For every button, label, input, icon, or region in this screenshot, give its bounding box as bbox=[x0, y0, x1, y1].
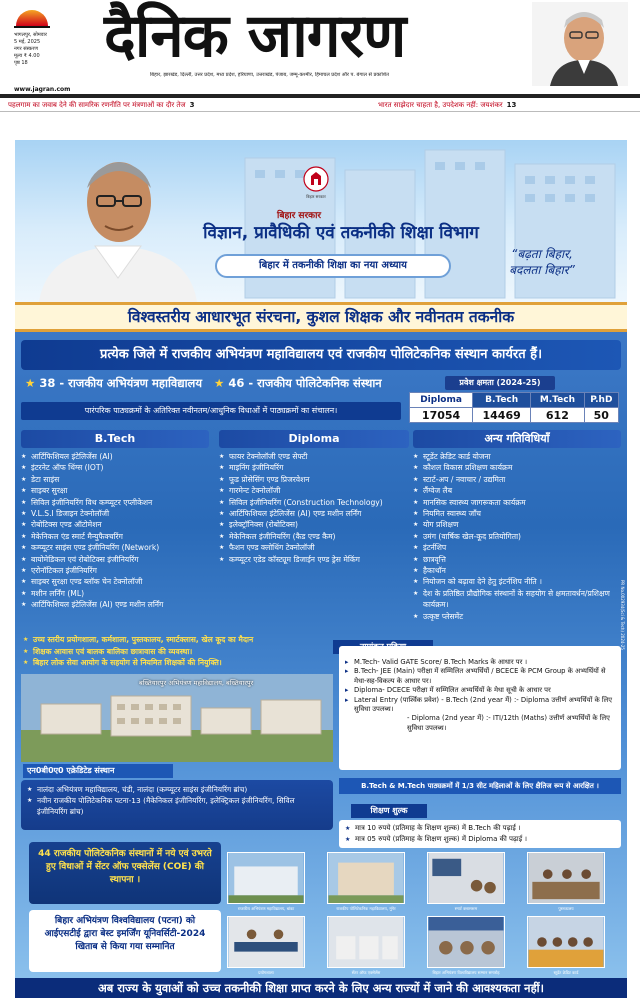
gallery-photo bbox=[327, 852, 405, 904]
intake-header-row bbox=[410, 393, 619, 408]
list-item: ★ नालंदा अभियंत्रण महाविद्यालय, चंडी, नालंदा (कम्प्यूटर साइंस इंजीनियरिंग ब्रांच) bbox=[27, 784, 327, 795]
list-item: ★ उच्च स्तरीय प्रयोगशाला, कर्मशाला, पुस्तकालय, स्मार्टक्लास, खेल कूद का मैदान bbox=[23, 634, 363, 646]
gallery-photo-caption: प्रयोगशाला bbox=[258, 970, 274, 975]
list-item: ★ माइनिंग इंजीनियरिंग bbox=[219, 462, 409, 473]
list-item: ★ लैंग्वेज लैब bbox=[413, 485, 621, 496]
gallery-photo-caption: स्टूडेंट क्रेडिट कार्ड bbox=[553, 970, 579, 975]
list-item: ★ इलेक्ट्रॉनिक्स (रोबोटिक्स) bbox=[219, 519, 409, 530]
nba-title: एन0बी0ए0 एक्रेडिटेड संस्थान bbox=[23, 764, 173, 778]
campus-aerial-photo bbox=[21, 674, 333, 762]
columnist-portrait bbox=[532, 2, 628, 86]
diploma-column bbox=[219, 430, 409, 565]
gallery-photo-caption: राजकीय अभियंत्रण महाविद्यालय, बांका bbox=[237, 906, 295, 911]
edition-line: पृष्ठ 18 bbox=[14, 60, 28, 66]
top-story-right[interactable] bbox=[378, 98, 516, 112]
bottom-banner-text: अब राज्य के युवाओं को उच्च तकनीकी शिक्षा प्राप्त करने के लिए अन्य राज्यों में जाने की आवश्यकता नहीं। bbox=[97, 981, 545, 995]
diploma-course-list bbox=[219, 451, 409, 565]
list-item: ★ बिहार लोक सेवा आयोग के सहयोग से नियमित शिक्षकों की नियुक्ति। bbox=[23, 657, 363, 669]
fee-title: शिक्षण शुल्क bbox=[351, 804, 427, 818]
intake-value-cell: 612 bbox=[531, 408, 584, 423]
nba-accredited-box bbox=[21, 780, 333, 830]
list-item: ★ मशीन लर्निंग (ML) bbox=[21, 588, 209, 599]
ad-headline-band bbox=[15, 302, 627, 332]
list-item: ★ मात्र 10 रुपये (प्रतिमाह के शिक्षण शुल्क) में B.Tech की पढ़ाई । bbox=[345, 823, 615, 834]
list-item: ★ आर्टिफिशियल इंटेलिजेंस (AI) एण्ड मशीन लर्निंग bbox=[219, 508, 409, 519]
list-item: ★ कम्प्यूटर साइंस एण्ड इंजीनियरिंग (Network) bbox=[21, 542, 209, 553]
gallery-photo-caption: सेंटर ऑफ एक्सेलेंस bbox=[351, 970, 381, 975]
list-item: ★ स्टूडेंट क्रेडिट कार्ड योजना bbox=[413, 451, 621, 462]
list-item: ★ शिक्षक आवास एवं बालक बालिका छात्रावास की व्यवस्था। bbox=[23, 646, 363, 658]
list-item: ★ योग प्रशिक्षण bbox=[413, 519, 621, 530]
list-item: ★ साइबर सुरक्षा bbox=[21, 485, 209, 496]
list-item: ★ सिविल इंजीनियरिंग विथ कम्प्यूटर एप्लीकेशन bbox=[21, 497, 209, 508]
ad-headline: विश्वस्तरीय आधारभूत संरचना, कुशल शिक्षक और नवीनतम तकनीक bbox=[127, 308, 515, 326]
list-item: ★ साइबर सुरक्षा एण्ड ब्लॉक चेन टेक्नोलॉजी bbox=[21, 576, 209, 587]
bottom-banner bbox=[15, 978, 627, 998]
gallery-photo bbox=[527, 916, 605, 968]
top-story-left-text: पहलगाम का जवाब देने की सामरिक रणनीति पर मंत्रणाओं का दौर तेज bbox=[8, 101, 186, 109]
list-item: ★ बायोमेडिकल एवं रोबोटिक्स इंजीनियरिंग bbox=[21, 554, 209, 565]
other-activities-list bbox=[413, 451, 621, 622]
list-item: ★ डेटा साइंस bbox=[21, 474, 209, 485]
edition-info bbox=[14, 32, 104, 67]
modern-courses-text: पारंपरिक पाठ्यक्रमों के अतिरिक्त नवीनतम/आधुनिक विधाओं में पाठ्यक्रमों का संचालन। bbox=[84, 406, 338, 415]
list-item: ★ नियोजन को बढ़ावा देने हेतु इंटर्नशिप नीति । bbox=[413, 576, 621, 587]
gallery-photo bbox=[527, 852, 605, 904]
gallery-photo-caption: बिहार अभियंत्रण विश्वविद्यालय सम्मान समारोह bbox=[432, 970, 500, 975]
modern-courses-band bbox=[21, 402, 401, 420]
diploma-title: Diploma bbox=[219, 430, 409, 448]
gallery-photo-caption: स्मार्ट क्लासरूम bbox=[454, 906, 478, 911]
list-item: ★ इंटर्नशिप bbox=[413, 542, 621, 553]
intake-value-cell: 14469 bbox=[473, 408, 531, 423]
list-item: ★ नियमित स्वास्थ्य जाँच bbox=[413, 508, 621, 519]
intake-value-cell: 17054 bbox=[410, 408, 473, 423]
list-item: ★ मात्र 05 रुपये (प्रतिमाह के शिक्षण शुल्क) में Diploma की पढ़ाई । bbox=[345, 834, 615, 845]
btech-course-list bbox=[21, 451, 209, 611]
list-item: ★ देश के प्रतिष्ठित प्रौद्योगिक संस्थानों के सहयोग से क्षमतावर्धन/प्रशिक्षण कार्यक्रम। bbox=[413, 588, 621, 611]
list-item: ★ कम्प्यूटर एडेड कॉस्ट्यूम डिजाईन एण्ड ड्रेस मेकिंग bbox=[219, 554, 409, 565]
tagline-ribbon: बिहार में तकनीकी शिक्षा का नया अध्याय bbox=[215, 254, 451, 278]
list-item: ▸ B.Tech- JEE (Main) परीक्षा में सम्मिलित अभ्यर्थियों / BCECE के PCM Group के अभ्यर्थियों से मेधा-सह-विकल्प के आधार पर। bbox=[345, 667, 615, 686]
women-reservation-note: B.Tech & M.Tech पाठ्यक्रमों में 1/3 सीट महिलाओं के लिए क्षैतिज रूप से आरक्षित । bbox=[339, 778, 621, 794]
ad-hero bbox=[15, 140, 627, 302]
print-code: PR No.002934(Sci & Tech) 2024-25 bbox=[620, 580, 625, 650]
newspaper-tagline: बिहार, झारखंड, दिल्ली, उत्तर प्रदेश, मध्य प्रदेश, हरियाणा, उत्तराखंड, पंजाब, जम्मू-कश्मीर, हिमाचल प्रदेश और प. बंगाल से प्रकाशित bbox=[150, 72, 390, 78]
top-story-left[interactable] bbox=[8, 98, 195, 112]
enrolment-list bbox=[339, 646, 621, 733]
newspaper-title: दैनिक जागरण bbox=[104, 1, 406, 71]
ad-subhead-band bbox=[21, 340, 621, 370]
gallery-photo bbox=[227, 852, 305, 904]
list-item: ★ उमंग (वार्षिक खेल-कूद प्रतियोगिता) bbox=[413, 531, 621, 542]
edition-line: भागलपुर, सोमवार bbox=[14, 32, 47, 38]
fee-panel bbox=[339, 820, 621, 848]
top-story-right-page: 13 bbox=[506, 101, 517, 109]
enrolment-panel bbox=[339, 646, 621, 770]
star-icon: ★ bbox=[214, 376, 225, 390]
facility-highlights bbox=[23, 634, 363, 669]
masthead bbox=[0, 0, 640, 98]
list-item: ★ इंटरनेट ऑफ थिंग्स (IOT) bbox=[21, 462, 209, 473]
other-activities-column bbox=[413, 430, 621, 622]
intake-header-cell: P.hD bbox=[584, 393, 618, 408]
top-story-left-page: 3 bbox=[189, 101, 195, 109]
emblem-caption: बिहार सरकार bbox=[306, 194, 326, 199]
coe-text: 44 राजकीय पोलिटेकनिक संस्थानों में नये एवं उभरते हुए विधाओं में सेंटर ऑफ एक्सेलेंस (COE) की स्थापना । bbox=[38, 849, 212, 885]
list-item: ★ V.L.S.I डिजाइन टेक्नोलॉजी bbox=[21, 508, 209, 519]
list-item: ★ एरोनॉटिकल इंजीनियरिंग bbox=[21, 565, 209, 576]
intake-value-cell: 50 bbox=[584, 408, 618, 423]
star-icon: ★ bbox=[25, 376, 36, 390]
list-item: ★ आर्टिफिशियल इंटेलिजेंस (AI) bbox=[21, 451, 209, 462]
photo-gallery bbox=[225, 852, 625, 978]
list-item: ▸ Diploma- DCECE परीक्षा में सम्मिलित अभ्यर्थियों के मेधा सूची के आधार पर bbox=[345, 686, 615, 695]
slogan-line: “बढ़ता बिहार, bbox=[511, 247, 573, 261]
list-item: ★ आर्टिफिशियल इंटेलिजेंस (AI) एण्ड मशीन लर्निंग bbox=[21, 599, 209, 610]
list-item: ★ फूड प्रोसेसिंग एण्ड प्रिजरवेशन bbox=[219, 474, 409, 485]
list-item: ★ सिविल इंजीनियरिंग (Construction Technology) bbox=[219, 497, 409, 508]
list-item: ★ कौशल विकास प्रशिक्षण कार्यक्रम bbox=[413, 462, 621, 473]
edition-line: 5 मई, 2025 bbox=[14, 39, 41, 45]
gallery-photo bbox=[427, 916, 505, 968]
polytechnic-count: 46 - राजकीय पोलिटेकनिक संस्थान bbox=[228, 376, 382, 390]
university-award-box bbox=[29, 910, 221, 972]
list-item: - Diploma (2nd year में) :- ITI/12th (Maths) उत्तीर्ण अभ्यर्थियों के लिए सुविधा उपलब्ध। bbox=[407, 714, 610, 732]
centre-of-excellence-box bbox=[29, 842, 221, 904]
gallery-photo bbox=[427, 852, 505, 904]
fee-list bbox=[339, 820, 621, 848]
list-item: ★ नवीन राजकीय पोलिटेकनिक पटना-13 (मैकेनिकल इंजीनियरिंग, इलेक्ट्रिकल इंजीनियरिंग, सिविल इंजीनियरिंग ब्रांच) bbox=[27, 795, 327, 817]
top-story-right-text: भारत साझेदार चाहता है, उपदेशक नहीं: जयशंकर bbox=[378, 101, 503, 109]
bihar-government-emblem-icon bbox=[303, 166, 329, 192]
other-activities-title: अन्य गतिविधियाँ bbox=[413, 430, 621, 448]
award-text: बिहार अभियंत्रण विश्वविद्यालय (पटना) को आईएसटीई द्वारा बेस्ट इमर्जिंग यूनिवर्सिटी-2024 खिताब से किया गया सम्मानित bbox=[44, 916, 206, 952]
list-item: ▸ Lateral Entry (पार्श्विक प्रवेश) - B.Tech (2nd year में) :- Diploma उत्तीर्ण अभ्यर्थियों के लिए सुविधा उपलब्ध। bbox=[345, 696, 615, 715]
list-item: ★ मानसिक स्वास्थ्य जागरूकता कार्यक्रम bbox=[413, 497, 621, 508]
gallery-photo bbox=[227, 916, 305, 968]
list-item: ★ हैकाथॉन bbox=[413, 565, 621, 576]
intake-header-cell: B.Tech bbox=[473, 393, 531, 408]
campaign-slogan bbox=[467, 246, 617, 278]
intake-capacity-table bbox=[409, 392, 619, 423]
gallery-photo-caption: राजकीय पोलिटेकनिक महाविद्यालय, मुंगेर bbox=[336, 906, 396, 911]
ad-subhead: प्रत्येक जिले में राजकीय अभियंत्रण महाविद्यालय एवं राजकीय पोलिटेकनिक संस्थान कार्यरत हैं। bbox=[100, 347, 542, 362]
edition-line: नगर संस्करण bbox=[14, 46, 39, 52]
engineering-college-count: 38 - राजकीय अभियंत्रण महाविद्यालय bbox=[39, 376, 203, 390]
slogan-line: बदलता बिहार” bbox=[509, 263, 575, 277]
chief-minister-portrait bbox=[33, 146, 203, 302]
website-url[interactable]: www.jagran.com bbox=[14, 86, 71, 93]
list-item: ★ रोबोटिक्स एण्ड ऑटोमेशन bbox=[21, 519, 209, 530]
list-item: ▸ M.Tech- Valid GATE Score/ B.Tech Marks के आधार पर । bbox=[345, 658, 615, 667]
btech-column bbox=[21, 430, 209, 611]
list-item: ★ गारमेन्ट टेक्नोलॉजी bbox=[219, 485, 409, 496]
intake-value-row bbox=[410, 408, 619, 423]
headline-strip bbox=[0, 98, 640, 112]
intake-header-cell: M.Tech bbox=[531, 393, 584, 408]
list-item: ★ मेकेनिकल एंड स्मार्ट मैन्युफैक्चरिंग bbox=[21, 531, 209, 542]
list-item: ★ उत्कृष्ट प्लेसमेंट bbox=[413, 611, 621, 622]
government-name: बिहार सरकार bbox=[277, 211, 322, 221]
department-name: विज्ञान, प्रावैधिकी एवं तकनीकी शिक्षा विभाग bbox=[203, 223, 479, 243]
nba-list bbox=[21, 780, 333, 821]
campus-photo-caption: बख्तियारपुर अभियंत्रण महाविद्यालय, बख्तियारपुर bbox=[139, 679, 254, 687]
intake-title: प्रवेश क्षमता (2024-25) bbox=[445, 376, 555, 390]
btech-title: B.Tech bbox=[21, 430, 209, 448]
rising-sun-logo-icon bbox=[14, 6, 50, 28]
list-item: ★ फैशन एण्ड क्लोथिंग टेक्नोलॉजी bbox=[219, 542, 409, 553]
list-item: ★ छात्रवृत्ति bbox=[413, 554, 621, 565]
edition-line: मूल्य ₹ 4.00 bbox=[14, 53, 40, 59]
institution-counts bbox=[25, 376, 382, 391]
list-item: ★ मेकेनिकल इंजीनियरिंग (कैड एण्ड कैम) bbox=[219, 531, 409, 542]
list-item: ★ स्टार्ट-अप / नवाचार / उद्यमिता bbox=[413, 474, 621, 485]
list-item: ★ फायर टेक्नोलॉजी एण्ड सेफ्टी bbox=[219, 451, 409, 462]
gallery-photo bbox=[327, 916, 405, 968]
intake-header-cell: Diploma bbox=[410, 393, 473, 408]
government-advertisement bbox=[15, 140, 627, 998]
gallery-photo-caption: पुस्तकालय bbox=[558, 906, 574, 911]
